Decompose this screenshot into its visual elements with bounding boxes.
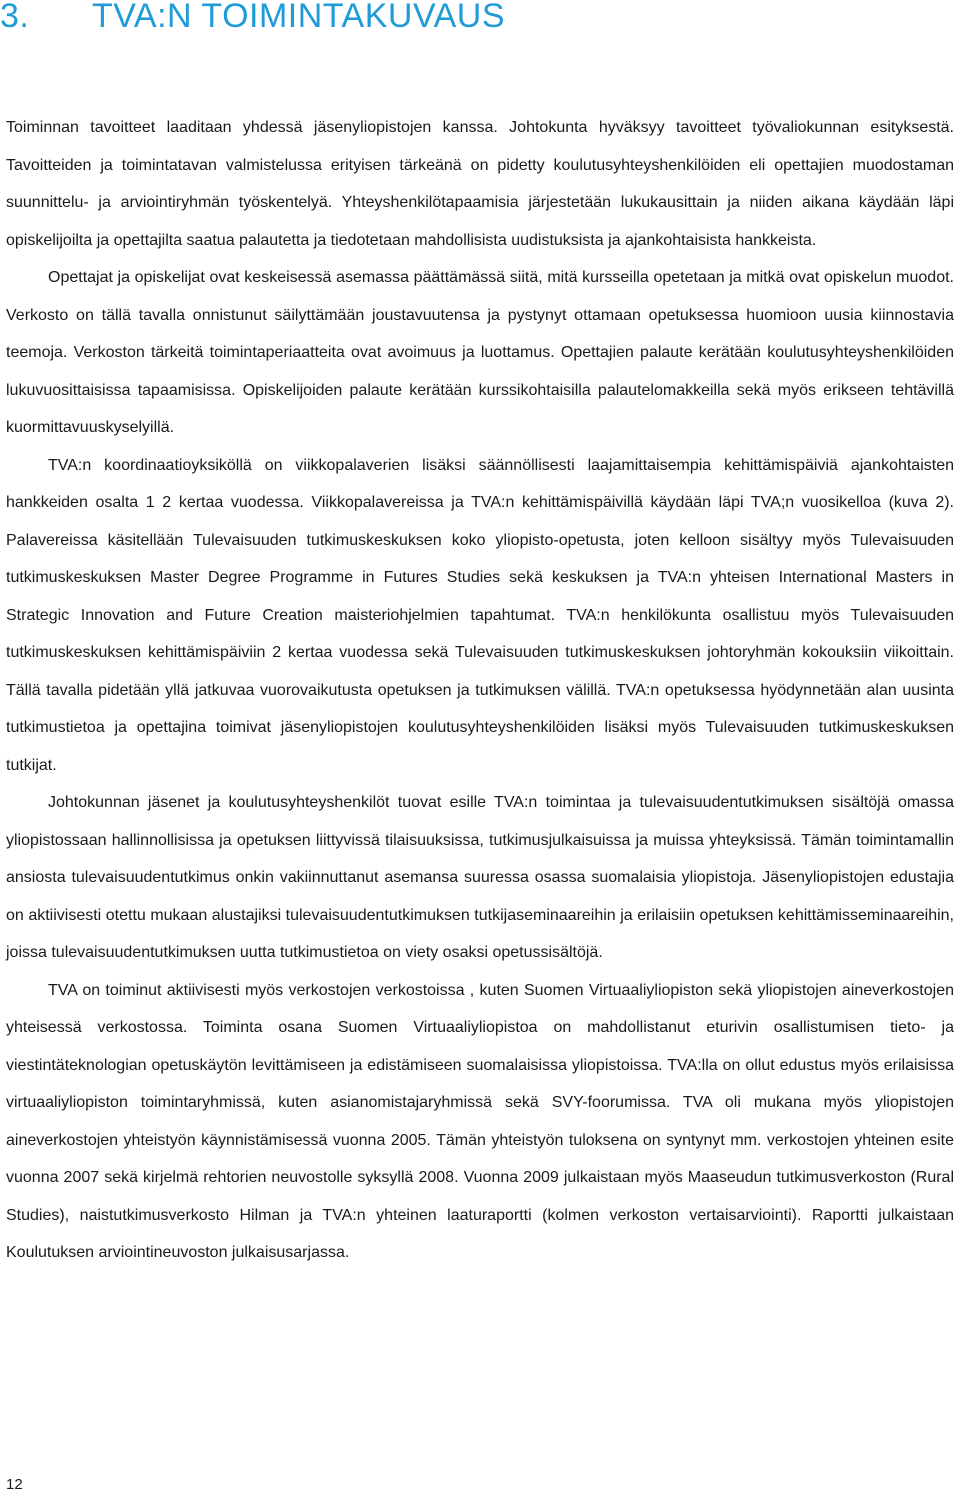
paragraph: TVA:n koordinaatioyksiköllä on viikkopalaverien lisäksi säännöllisesti laajamittaisempia kehittämispäiviä ajankohtaisten hankkeiden osalta 1 2 kertaa vuodessa. Viikkopalavereissa ja TVA:n kehittämispäivillä käydään läpi TVA;n vuosikelloa (kuva 2). Palavereissa käsitellään Tulevaisuuden tutkimuskeskuksen koko yliopisto-opetusta, joten kelloon sisältyy myös Tulevaisuuden tutkimuskeskuksen Master Degree Programme in Futures Studies sekä keskuksen ja TVA:n yhteisen International Masters in Strategic Innovation and Future Creation maisteriohjelmien tapahtumat. TVA:n henkilökunta osallistuu myös Tulevaisuuden tutkimuskeskuksen kehittämispäiviin 2 kertaa vuodessa sekä Tulevaisuuden tutkimuskeskuksen johtoryhmän kokouksiin viikoittain. Tällä tavalla pidetään yllä jatkuvaa vuorovaikutusta opetuksen ja tutkimuksen välillä. TVA:n opetuksessa hyödynnetään alan uusinta tutkimustietoa ja opettajina toimivat jäsenyliopistojen koulutusyhteyshenkilöiden lisäksi myös Tulevaisuuden tutkimuskeskuksen tutkijat.: [6, 456, 954, 774]
body-text: [6, 109, 954, 1272]
paragraph: Opettajat ja opiskelijat ovat keskeisessä asemassa päättämässä siitä, mitä kursseilla opetetaan ja mitkä ovat opiskelun muodot. Verkosto on tällä tavalla onnistunut säilyttämään joustavuutensa ja pystynyt ottamaan opetuksessa huomioon uusia kiinnostavia teemoja. Verkoston tärkeitä toimintaperiaatteita ovat avoimuus ja luottamus. Opettajien palaute kerätään koulutusyhteyshenkilöiden lukuvuosittaisissa tapaamisissa. Opiskelijoiden palaute kerätään kurssikohtaisilla palautelomakkeilla sekä myös erikseen tehtävillä kuormittavuuskyselyillä.: [6, 269, 954, 436]
paragraph: Toiminnan tavoitteet laaditaan yhdessä jäsenyliopistojen kanssa. Johtokunta hyväksyy tavoitteet työvaliokunnan esityksestä. Tavoitteiden ja toimintatavan valmistelussa erityisen tärkeänä on pidetty koulutusyhteyshenkilöiden eli opettajien muodostaman suunnittelu- ja arviointiryhmän työskentelyä. Yhteyshenkilötapaamisia järjestetään lukukausittain ja niiden aikana käydään läpi opiskelijoilta ja opettajilta saatua palautetta ja tiedotetaan mahdollisista uudistuksista ja ajankohtaisista hankkeista.: [6, 119, 954, 249]
paragraph: TVA on toiminut aktiivisesti myös verkostojen verkostoissa , kuten Suomen Virtuaaliyliopiston sekä yliopistojen aineverkostojen yhteisessä verkostossa. Toiminta osana Suomen Virtuaaliyliopistoa on mahdollistanut eturivin osallistumisen tieto- ja viestintäteknologian opetuskäytön levittämiseen ja edistämiseen suomalaisissa yliopistoissa. TVA:lla on ollut edustus myös erilaisissa virtuaaliyliopiston toimintaryhmissä, kuten asianomistajaryhmissä sekä SVY-foorumissa. TVA oli mukana myös yliopistojen aineverkostojen yhteistyön käynnistämisessä vuonna 2005. Tämän yhteistyön tuloksena on syntynyt mm. verkostojen yhteinen esite vuonna 2007 sekä kirjelmä rehtorien neuvostolle syksyllä 2008. Vuonna 2009 julkaistaan myös Maaseudun tutkimusverkoston (Rural Studies), naistutkimusverkosto Hilman ja TVA:n yhteinen laaturaportti (kolmen verkoston vertaisarviointi). Raportti julkaistaan Koulutuksen arviointineuvoston julkaisusarjassa.: [6, 981, 954, 1261]
paragraph: Johtokunnan jäsenet ja koulutusyhteyshenkilöt tuovat esille TVA:n toimintaa ja tulevaisuudentutkimuksen sisältöjä omassa yliopistossaan hallinnollisissa ja opetuksen liittyvissä tilaisuuksissa, tutkimusjulkaisuissa ja muissa yhteyksissä. Tämän toimintamallin ansiosta tulevaisuudentutkimus onkin vakiinnuttanut asemansa suuressa osassa suomalaisia yliopistoja. Jäsenyliopistojen edustajia on aktiivisesti otettu mukaan alustajiksi tulevaisuudentutkimuksen tutkijaseminaareihin ja erilaisiin opetuksen kehittämisseminaareihin, joissa tulevaisuudentutkimuksen uutta tutkimustietoa on viety osaksi opetussisältöjä.: [6, 794, 954, 961]
section-number: 3.: [0, 0, 30, 35]
section-heading: [0, 0, 505, 38]
section-title: TVA:N TOIMINTAKUVAUS: [92, 0, 506, 35]
page-number: 12: [6, 1476, 23, 1493]
